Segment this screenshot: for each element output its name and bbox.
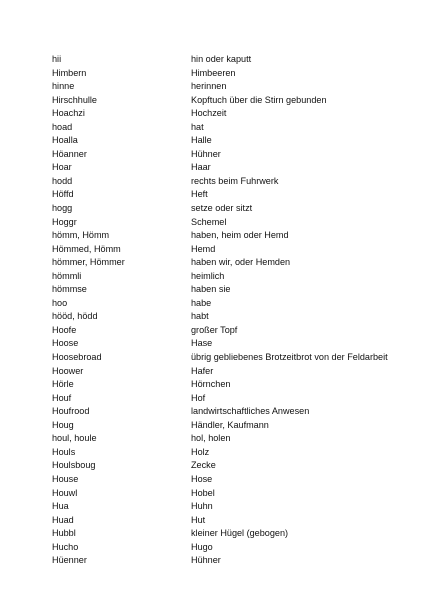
dialect-term: Houwl	[52, 487, 78, 498]
dialect-term: Hoalla	[52, 135, 78, 146]
term-meaning: Heft	[191, 189, 208, 200]
glossary-row	[52, 175, 422, 189]
dialect-term: Houg	[52, 419, 74, 430]
glossary-row	[52, 202, 422, 216]
glossary-row	[52, 94, 422, 108]
glossary-row	[52, 121, 422, 135]
dialect-term: Hoachzi	[52, 108, 85, 119]
dialect-term: hoad	[52, 121, 73, 132]
term-meaning: hat	[191, 121, 204, 132]
term-meaning: Himbeeren	[191, 67, 236, 78]
glossary-list	[52, 53, 422, 568]
glossary-row	[52, 554, 422, 568]
term-meaning: landwirtschaftliches Anwesen	[191, 406, 310, 417]
term-meaning: herinnen	[191, 81, 227, 92]
term-meaning: Halle	[191, 135, 212, 146]
glossary-row	[52, 351, 422, 365]
term-meaning: Hochzeit	[191, 108, 227, 119]
glossary-row	[52, 256, 422, 270]
glossary-row	[52, 459, 422, 473]
glossary-row	[52, 229, 422, 243]
glossary-row	[52, 392, 422, 406]
glossary-row	[52, 188, 422, 202]
glossary-row	[52, 161, 422, 175]
glossary-row	[52, 310, 422, 324]
term-meaning: Hühner	[191, 148, 221, 159]
term-meaning: setze oder sitzt	[191, 203, 253, 214]
term-meaning: Holz	[191, 446, 210, 457]
glossary-row	[52, 148, 422, 162]
glossary-row	[52, 243, 422, 257]
glossary-row	[52, 324, 422, 338]
dialect-term: hodd	[52, 175, 73, 186]
dialect-term: Hucho	[52, 541, 79, 552]
term-meaning: kleiner Hügel (gebogen)	[191, 528, 289, 539]
glossary-row	[52, 419, 422, 433]
term-meaning: Hut	[191, 514, 206, 525]
term-meaning: habt	[191, 311, 209, 322]
term-meaning: Hafer	[191, 365, 214, 376]
term-meaning: haben sie	[191, 284, 231, 295]
glossary-row	[52, 405, 422, 419]
dialect-term: Höanner	[52, 148, 87, 159]
term-meaning: Händler, Kaufmann	[191, 419, 269, 430]
dialect-term: houl, houle	[52, 433, 97, 444]
glossary-row	[52, 541, 422, 555]
dialect-term: Hoggr	[52, 216, 77, 227]
dialect-term: Hubbl	[52, 528, 76, 539]
glossary-row	[52, 216, 422, 230]
term-meaning: hin oder kaputt	[191, 54, 252, 64]
glossary-row	[52, 297, 422, 311]
dialect-term: hööd, hödd	[52, 311, 98, 322]
glossary-row	[52, 283, 422, 297]
dialect-term: Hua	[52, 501, 69, 512]
glossary-row	[52, 500, 422, 514]
dialect-term: hogg	[52, 203, 73, 214]
glossary-row	[52, 134, 422, 148]
term-meaning: Hühner	[191, 555, 221, 566]
term-meaning: großer Topf	[191, 324, 238, 335]
term-meaning: Haar	[191, 162, 211, 173]
dialect-term: Hoose	[52, 338, 79, 349]
term-meaning: Hof	[191, 392, 206, 403]
dialect-term: Houlsboug	[52, 460, 96, 471]
dialect-term: House	[52, 473, 79, 484]
dialect-term: Höffd	[52, 189, 74, 200]
term-meaning: haben, heim oder Hemd	[191, 230, 289, 241]
dialect-term: Houfrood	[52, 406, 90, 417]
dialect-term: Hirschhulle	[52, 94, 97, 105]
glossary-row	[52, 67, 422, 81]
term-meaning: Hemd	[191, 243, 216, 254]
glossary-row	[52, 514, 422, 528]
term-meaning: habe	[191, 297, 212, 308]
dialect-term: hii	[52, 54, 62, 64]
dialect-term: hömmli	[52, 270, 82, 281]
dialect-term: hömm, Hömm	[52, 230, 110, 241]
dialect-term: hoo	[52, 297, 68, 308]
glossary-row	[52, 80, 422, 94]
glossary-row	[52, 107, 422, 121]
dialect-term: Hörle	[52, 379, 74, 390]
term-meaning: Hugo	[191, 541, 213, 552]
term-meaning: Hörnchen	[191, 379, 231, 390]
dialect-term: Hüenner	[52, 555, 87, 566]
term-meaning: Hobel	[191, 487, 215, 498]
glossary-row	[52, 446, 422, 460]
term-meaning: Zecke	[191, 460, 216, 471]
glossary-row	[52, 337, 422, 351]
term-meaning: Schemel	[191, 216, 227, 227]
dialect-term: Hoofe	[52, 324, 77, 335]
dialect-term: Huad	[52, 514, 74, 525]
dialect-term: hömmer, Hömmer	[52, 257, 125, 268]
term-meaning: übrig gebliebenes Brotzeitbrot von der Feldarbeit	[191, 352, 388, 363]
dialect-term: Houf	[52, 392, 72, 403]
term-meaning: Kopftuch über die Stirn gebunden	[191, 94, 327, 105]
glossary-row	[52, 487, 422, 501]
glossary-row	[52, 365, 422, 379]
glossary-row	[52, 432, 422, 446]
dialect-term: Himbern	[52, 67, 87, 78]
glossary-row	[52, 270, 422, 284]
dialect-term: Hömmed, Hömm	[52, 243, 121, 254]
term-meaning: hol, holen	[191, 433, 231, 444]
glossary-row	[52, 378, 422, 392]
glossary-row	[52, 53, 422, 67]
dialect-term: Hoar	[52, 162, 72, 173]
glossary-row	[52, 527, 422, 541]
term-meaning: Hase	[191, 338, 213, 349]
term-meaning: heimlich	[191, 270, 225, 281]
dialect-term: hinne	[52, 81, 75, 92]
glossary-row	[52, 473, 422, 487]
term-meaning: Hose	[191, 473, 213, 484]
term-meaning: Huhn	[191, 501, 213, 512]
dialect-term: Hoosebroad	[52, 352, 102, 363]
dialect-term: hömmse	[52, 284, 87, 295]
term-meaning: rechts beim Fuhrwerk	[191, 175, 279, 186]
dialect-term: Hoower	[52, 365, 84, 376]
dialect-term: Houls	[52, 446, 76, 457]
term-meaning: haben wir, oder Hemden	[191, 257, 291, 268]
